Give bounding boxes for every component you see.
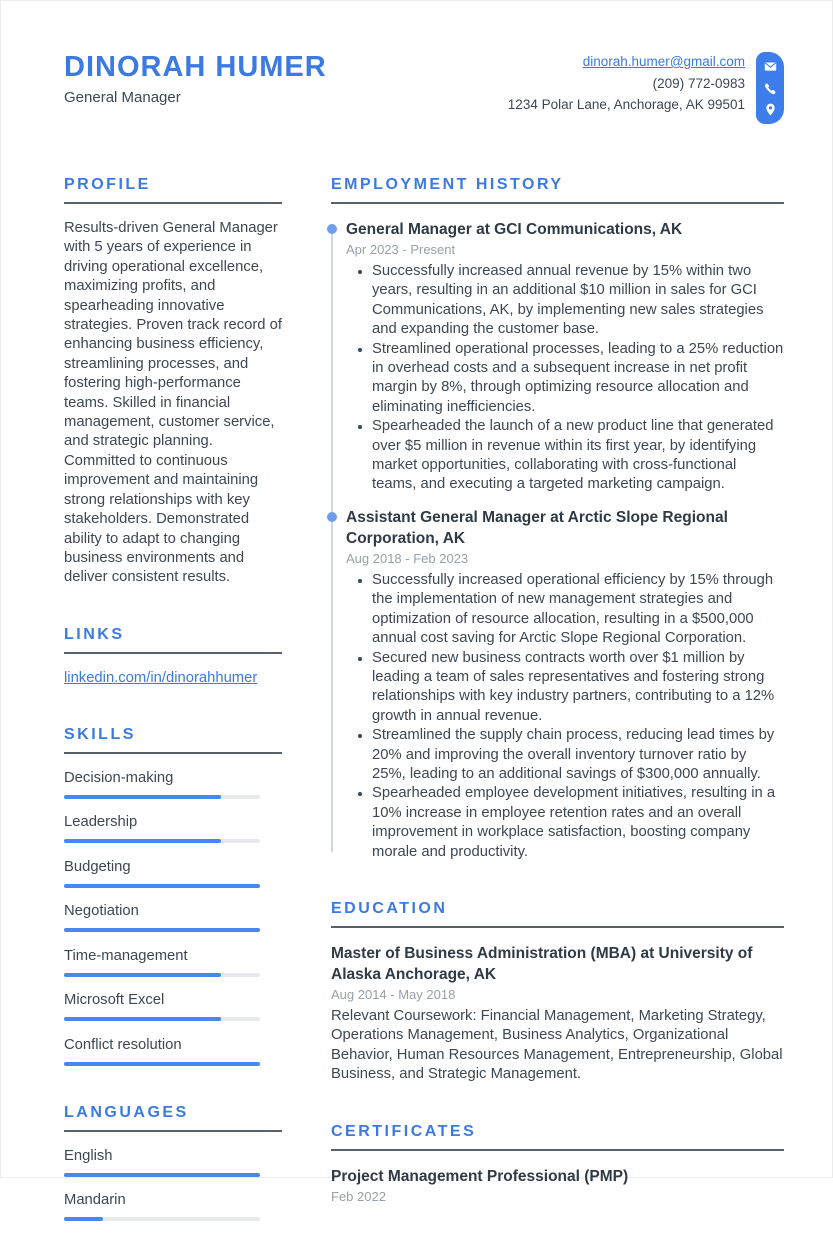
education-entry-title: Master of Business Administration (MBA) at University of Alaska Anchorage, AK (331, 944, 753, 983)
job-entry (331, 507, 784, 862)
skill-label: Negotiation (64, 903, 139, 920)
name-heading: DINORAH HUMER (64, 51, 327, 83)
skill-item (64, 813, 282, 843)
skill-item (64, 858, 282, 888)
skill-bar-fill (64, 839, 221, 843)
certificates-list (331, 1166, 784, 1204)
skill-bar-fill (64, 973, 221, 977)
phone-icon (764, 82, 777, 95)
language-bar-track (64, 1217, 260, 1221)
skill-bar-fill (64, 1017, 221, 1021)
job-entry-dates: Aug 2018 - Feb 2023 (346, 550, 469, 566)
skill-bar-track (64, 1017, 260, 1021)
skill-label: Time-management (64, 947, 188, 964)
certificate-entry-title: Project Management Professional (PMP) (331, 1167, 629, 1185)
location-pin-icon (764, 103, 777, 116)
links-list (64, 669, 282, 688)
timeline-dot (327, 224, 337, 234)
certificates-section (331, 1123, 784, 1204)
skills-section (64, 726, 282, 1066)
job-bullet: • Successfully increased annual revenue by 15% within two years, resulting in an additional $10 million in sales for GCI Communications, AK, by implementing new sales strategies and expanding the customer base. (372, 262, 784, 340)
languages-section (64, 1104, 282, 1222)
languages-heading: LANGUAGES (64, 1104, 282, 1132)
education-heading: EDUCATION (331, 900, 784, 928)
skill-bar-track (64, 839, 260, 843)
language-label: English (64, 1147, 113, 1164)
job-bullet-list (346, 262, 784, 495)
skill-item (64, 1036, 282, 1066)
education-entry (331, 943, 784, 1085)
skill-bar-track (64, 928, 260, 932)
job-title-subheading: General Manager (64, 89, 181, 106)
skill-label: Microsoft Excel (64, 992, 165, 1009)
content-columns (64, 176, 784, 1259)
profile-text: Results-driven General Manager with 5 years of experience in driving operational excellence, maximizing profits, and spearheading innovative strategies. Proven track record of enhancing business efficiency, streamlining processes, and fostering high-performance teams. Skilled in financial management, customer service, and strategic planning. Committed to continuous improvement and maintaining strong relationships with key stakeholders. Demonstrated ability to adapt to changing business environments and deliver consistent results. (64, 220, 282, 586)
employment-heading: EMPLOYMENT HISTORY (331, 176, 784, 204)
skill-bar-fill (64, 1062, 260, 1066)
employment-timeline (331, 219, 784, 862)
skill-bar-track (64, 884, 260, 888)
skill-bar-fill (64, 884, 260, 888)
skill-item (64, 769, 282, 799)
linkedin-link[interactable]: linkedin.com/in/dinorahhumer (64, 669, 258, 686)
job-bullet: • Secured new business contracts worth over $1 million by leading a team of sales representatives and fostering strong relationships with key industry partners, contributing to a 12% growth in annual revenue. (372, 649, 784, 727)
identity-block (64, 51, 327, 106)
job-bullet: • Spearheaded employee development initiatives, resulting in a 10% increase in employee retention rates and an overall improvement in workplace satisfaction, boosting company morale and productivity. (372, 784, 784, 862)
contact-icon-strip (756, 52, 784, 124)
certificate-entry (331, 1166, 784, 1204)
envelope-icon (764, 60, 777, 73)
language-bar-track (64, 1173, 260, 1177)
job-bullet: • Successfully increased operational efficiency by 15% through the implementation of new management strategies and optimization of resource allocation, resulting in a $500,000 annual cost saving for Arctic Slope Regional Corporation. (372, 571, 784, 649)
education-section (331, 900, 784, 1085)
job-entry (331, 219, 784, 495)
education-list (331, 943, 784, 1085)
job-bullet: • Spearheaded the launch of a new product line that generated over $5 million in revenue within its first year, by identifying market opportunities, collaborating with cross-functional teams, and executing a targeted marketing campaign. (372, 417, 784, 495)
language-bar-fill (64, 1217, 103, 1221)
job-bullet: • Streamlined the supply chain process, reducing lead times by 20% and improving the overall inventory turnover ratio by 25%, leading to an additional savings of $300,000 annually. (372, 726, 784, 784)
skill-bar-fill (64, 795, 221, 799)
links-heading: LINKS (64, 626, 282, 654)
profile-section (64, 176, 282, 588)
skill-bar-track (64, 1062, 260, 1066)
contact-block (508, 51, 784, 124)
links-section (64, 626, 282, 688)
right-column (331, 176, 784, 1259)
skill-label: Conflict resolution (64, 1036, 182, 1053)
skills-heading: SKILLS (64, 726, 282, 754)
skill-bar-track (64, 973, 260, 977)
timeline-dot (327, 512, 337, 522)
skill-item (64, 991, 282, 1021)
skill-bar-track (64, 795, 260, 799)
language-bar-fill (64, 1173, 260, 1177)
education-entry-dates: Aug 2014 - May 2018 (331, 986, 456, 1002)
job-entry-dates: Apr 2023 - Present (346, 242, 456, 257)
language-label: Mandarin (64, 1192, 126, 1209)
skill-label: Leadership (64, 814, 138, 831)
email-link[interactable]: dinorah.humer@gmail.com (582, 54, 745, 69)
skill-item (64, 947, 282, 977)
header (64, 51, 784, 124)
list-item (64, 669, 282, 688)
phone-number: (209) 772-0983 (652, 75, 745, 91)
skill-label: Budgeting (64, 858, 131, 875)
certificate-entry-dates: Feb 2022 (331, 1188, 386, 1204)
employment-section (331, 176, 784, 862)
job-bullet: • Streamlined operational processes, leading to a 25% reduction in overhead costs and a subsequent increase in net profit margin by 8%, through optimizing resource allocation and eliminating inefficiencies. (372, 340, 784, 418)
skill-label: Decision-making (64, 769, 174, 786)
language-item (64, 1191, 282, 1221)
skills-list (64, 769, 282, 1066)
postal-address: 1234 Polar Lane, Anchorage, AK 99501 (507, 97, 745, 112)
certificates-heading: CERTIFICATES (331, 1123, 784, 1151)
skill-item (64, 902, 282, 932)
job-bullet-list (346, 571, 784, 862)
contact-details (508, 51, 745, 116)
education-entry-description: Relevant Coursework: Financial Management, Marketing Strategy, Operations Management, Business Analytics, Organizational Behavior, Human Resources Management, Entrepreneurship, Global Business, and Strategic Management. (331, 1007, 783, 1083)
profile-heading: PROFILE (64, 176, 282, 204)
job-entry-title: General Manager at GCI Communications, AK (346, 221, 683, 238)
skill-bar-fill (64, 928, 260, 932)
languages-list (64, 1147, 282, 1222)
language-item (64, 1147, 282, 1177)
left-column (64, 176, 282, 1259)
job-entry-title: Assistant General Manager at Arctic Slope Regional Corporation, AK (346, 508, 728, 547)
